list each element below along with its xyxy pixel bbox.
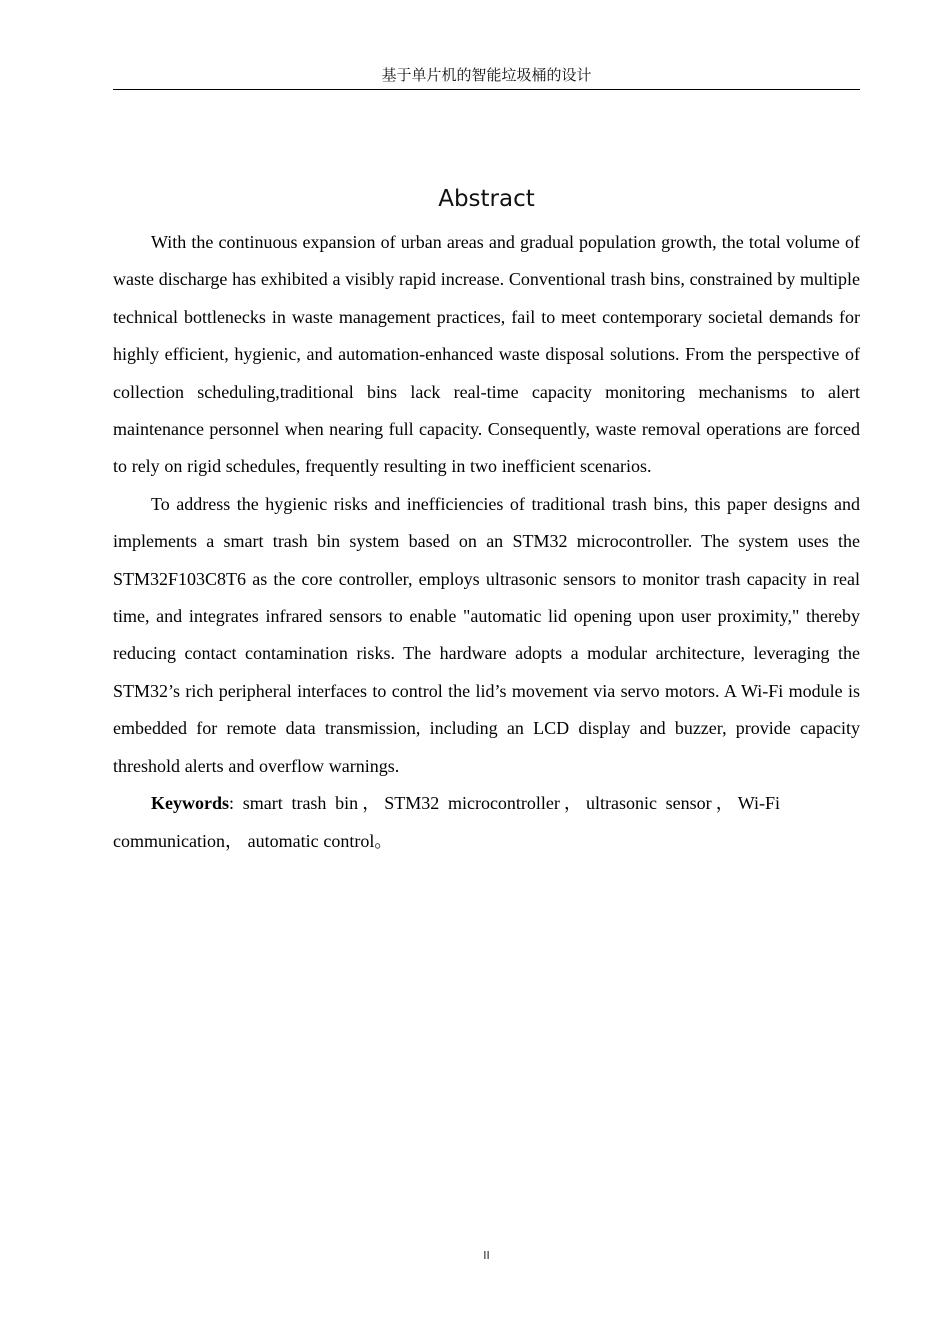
abstract-paragraph-2: To address the hygienic risks and inefficiencies of traditional trash bins, this paper designs and implements a smart trash bin system based on an STM32 microcontroller. The system uses the STM32F103C8T6 as the core controller, employs ultrasonic sensors to monitor trash capacity in real time, and integrates infrared sensors to enable "automatic lid opening upon user proximity," thereby reducing contact contamination risks. The hardware adopts a modular architecture, leveraging the STM32’s rich peripheral interfaces to control the lid’s movement via servo motors. A Wi-Fi module is embedded for remote data transmission, including an LCD display and buzzer, provide capacity threshold alerts and overflow warnings. bbox=[113, 493, 860, 776]
keywords-line bbox=[113, 785, 860, 860]
abstract-title: Abstract bbox=[438, 186, 535, 212]
page-number: II bbox=[483, 1249, 490, 1262]
abstract-body bbox=[113, 224, 860, 860]
running-header: 基于单片机的智能垃圾桶的设计 bbox=[381, 66, 592, 84]
keywords-list: : smart trash bin，STM32 microcontroller，ultrasonic sensor，Wi-Fi communication， automatic control。 bbox=[113, 793, 780, 851]
abstract-paragraph-1: With the continuous expansion of urban areas and gradual population growth, the total volume of waste discharge has exhibited a visibly rapid increase. Conventional trash bins, constrained by multiple technical bottlenecks in waste management practices, fail to meet contemporary societal demands for highly efficient, hygienic, and automation-enhanced waste disposal solutions. From the perspective of collection scheduling,traditional bins lack real-time capacity monitoring mechanisms to alert maintenance personnel when nearing full capacity. Consequently, waste removal operations are forced to rely on rigid schedules, frequently resulting in two inefficient scenarios. bbox=[113, 232, 860, 477]
header-rule bbox=[113, 89, 860, 90]
keywords-label: Keywords bbox=[151, 793, 229, 814]
